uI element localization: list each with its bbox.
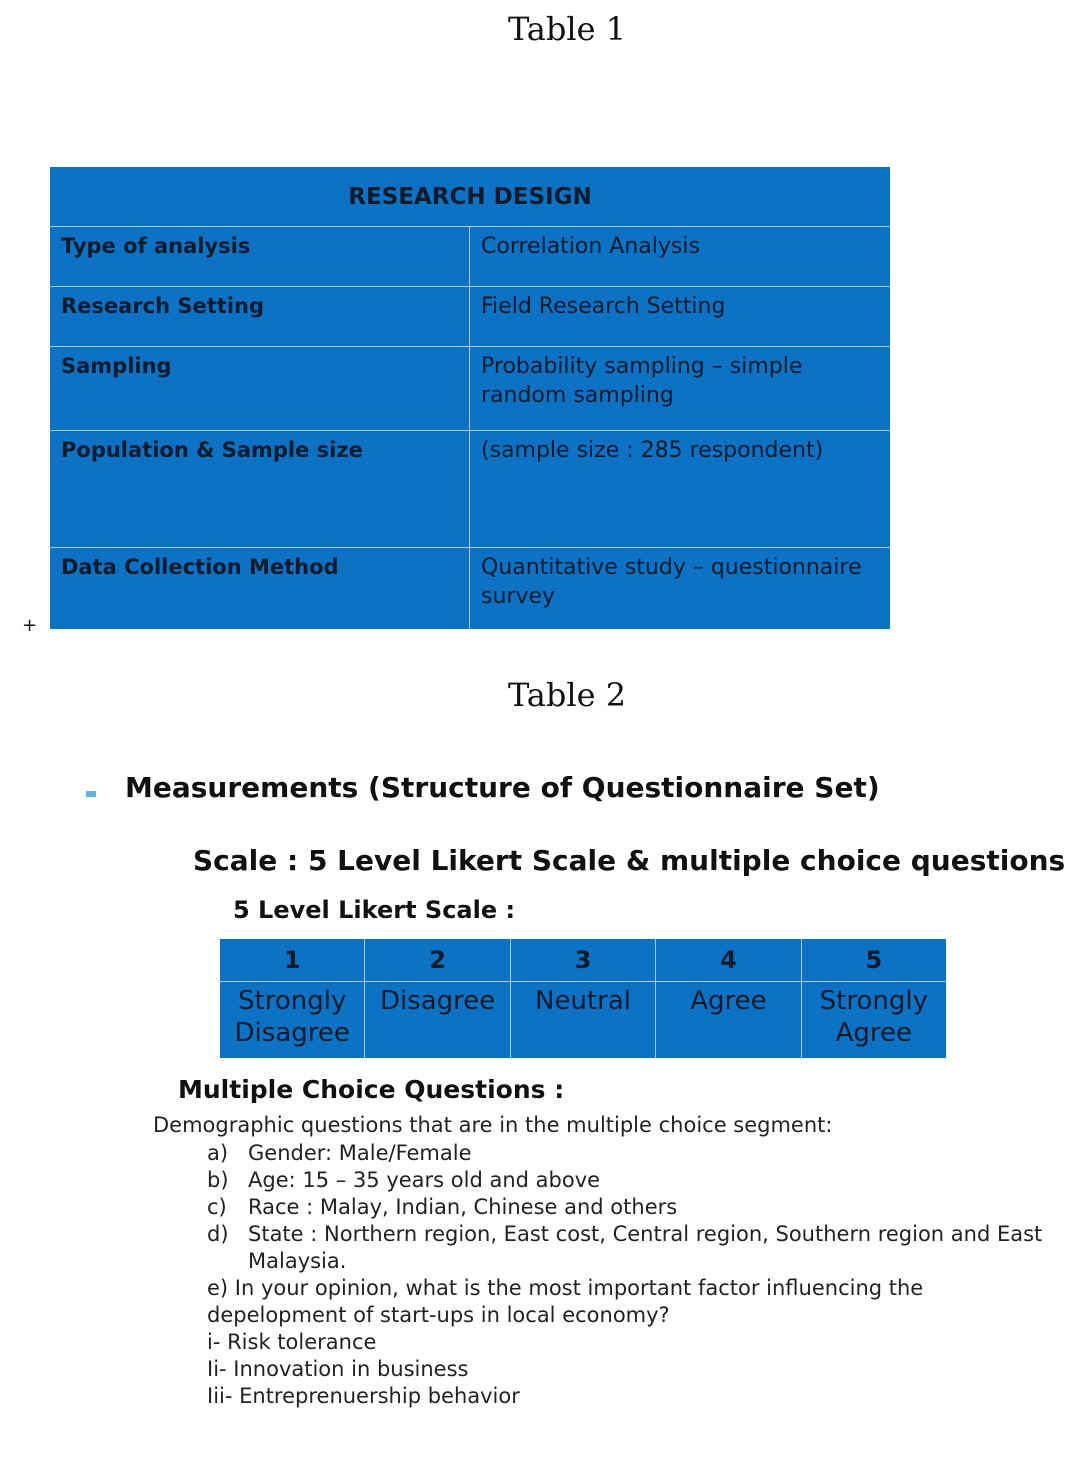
row-label: Sampling bbox=[50, 347, 470, 430]
list-item bbox=[207, 1140, 1067, 1167]
row-value: (sample size : 285 respondent) bbox=[481, 438, 824, 463]
item-letter: d) bbox=[207, 1222, 229, 1246]
row-value: Quantitative study – questionnaire survey bbox=[481, 555, 862, 609]
table-row bbox=[50, 431, 890, 548]
table-row bbox=[50, 347, 890, 431]
research-design-table bbox=[50, 167, 890, 629]
likert-label: Strongly Disagree bbox=[220, 982, 365, 1058]
list-item bbox=[207, 1194, 1067, 1221]
item-text: Age: 15 – 35 years old and above bbox=[248, 1168, 601, 1192]
likert-heading: 5 Level Likert Scale : bbox=[233, 896, 516, 924]
likert-number-row bbox=[220, 939, 946, 982]
likert-label-row bbox=[220, 982, 946, 1058]
likert-label: Disagree bbox=[365, 982, 510, 1058]
row-value: Field Research Setting bbox=[481, 294, 726, 319]
table-2-caption: Table 2 bbox=[507, 676, 627, 714]
item-letter: a) bbox=[207, 1141, 229, 1165]
scale-title: Scale : 5 Level Likert Scale & multiple choice questions bbox=[193, 844, 1066, 877]
option-item: Iii- Entreprenuership behavior bbox=[207, 1384, 520, 1408]
list-item bbox=[207, 1221, 1067, 1275]
likert-label: Neutral bbox=[511, 982, 656, 1058]
option-item: i- Risk tolerance bbox=[207, 1330, 377, 1354]
row-value: Probability sampling – simple random sampling bbox=[481, 354, 803, 408]
item-text: Race : Malay, Indian, Chinese and others bbox=[248, 1195, 678, 1219]
item-letter: c) bbox=[207, 1195, 227, 1219]
table-row bbox=[50, 227, 890, 287]
option-item: Ii- Innovation in business bbox=[207, 1357, 469, 1381]
table-row bbox=[50, 548, 890, 629]
table-row bbox=[50, 287, 890, 347]
plus-mark: + bbox=[22, 615, 38, 636]
likert-number: 1 bbox=[220, 939, 365, 982]
item-letter: b) bbox=[207, 1168, 229, 1192]
measurements-title: Measurements (Structure of Questionnaire Set) bbox=[125, 771, 880, 804]
likert-number: 4 bbox=[656, 939, 801, 982]
row-label: Research Setting bbox=[50, 287, 470, 346]
likert-label: Agree bbox=[656, 982, 801, 1058]
likert-number: 2 bbox=[365, 939, 510, 982]
likert-scale-table bbox=[220, 939, 946, 1058]
item-text: State : Northern region, East cost, Central region, Southern region and East Malaysia. bbox=[248, 1222, 1043, 1273]
item-text: Gender: Male/Female bbox=[248, 1141, 472, 1165]
demographic-list bbox=[207, 1140, 1067, 1410]
mcq-title: Multiple Choice Questions : bbox=[178, 1075, 565, 1104]
demographic-intro: Demographic questions that are in the multiple choice segment: bbox=[153, 1113, 833, 1137]
question-e: e) In your opinion, what is the most important factor influencing the depelopment of start-ups in local economy? bbox=[207, 1276, 924, 1327]
likert-number: 3 bbox=[511, 939, 656, 982]
list-item bbox=[207, 1167, 1067, 1194]
bullet-arrow-icon bbox=[86, 791, 96, 797]
research-design-header: RESEARCH DESIGN bbox=[50, 167, 890, 227]
likert-label: Strongly Agree bbox=[819, 986, 928, 1048]
likert-number: 5 bbox=[802, 939, 946, 982]
row-label: Data Collection Method bbox=[50, 548, 470, 629]
row-label: Type of analysis bbox=[50, 227, 470, 286]
row-label: Population & Sample size bbox=[50, 431, 470, 547]
table-1-caption: Table 1 bbox=[507, 10, 627, 48]
row-value: Correlation Analysis bbox=[481, 234, 700, 259]
